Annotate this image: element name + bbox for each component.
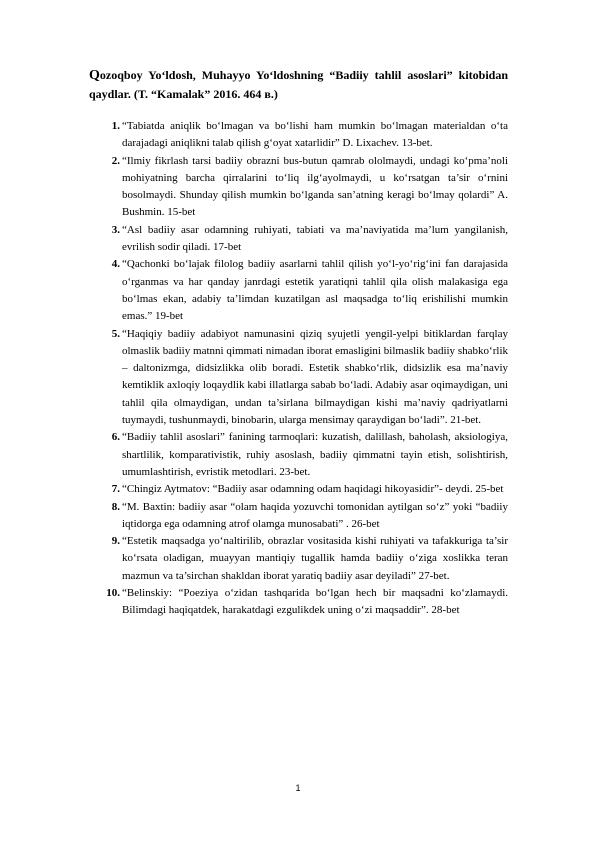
- list-item-text: “Chingiz Aytmatov: “Badiiy asar odamning odam haqidagi hikoyasidir”- deydi. 25-bet: [122, 483, 504, 496]
- list-item-text: “Badiiy tahlil asoslari” fanining tarmoqlari: kuzatish, dalillash, baholash, aksiologiya, shartlilik, komparativistik, ruhiy asoslash, badiiy qimmatni tayin etish, solishtirish, umumlashtirish, evristik metodlari. 23-bet.: [122, 431, 508, 478]
- heading-first-letter: Q: [89, 68, 100, 83]
- list-item-number: 2.: [111, 154, 120, 167]
- page-number: 1: [295, 783, 301, 793]
- list-item: [106, 585, 508, 620]
- list-item: [111, 153, 508, 222]
- list-item-text: “Ilmiy fikrlash tarsi badiiy obrazni bus-butun qamrab ololmaydi, undagi ko‘pma’noli mohiyatning barcha qirralarini to‘liq ilg‘ayolmaydi, u ko‘rsatgan ta’sir o‘rnini bosolmaydi. Shunday qilish mumkin bo‘lganda san’atning keragi bo‘lmay qolardi” A. Bushmin. 15-bet: [122, 154, 508, 219]
- list-item-number: 1.: [111, 120, 120, 132]
- list-item-number: 8.: [111, 500, 120, 513]
- list-item: [111, 533, 508, 585]
- list-item: [111, 499, 508, 534]
- list-item-text: “Tabiatda aniqlik bo‘lmagan va bo‘lishi ham mumkin bo‘lmagan materialdan o‘ta darajadagi aniqlikni talab qilish g‘oyat xatarlidir” D. Lixachev. 13-bet.: [122, 120, 508, 150]
- list-item-text: “M. Baxtin: badiiy asar “olam haqida yozuvchi tomonidan aytilgan so‘z” yoki “badiiy iqtidorga ega odamning atrof olamga munosabati” . 26-bet: [122, 500, 508, 530]
- list-item: [111, 429, 508, 481]
- list-item-number: 5.: [111, 327, 120, 340]
- quote-list: [106, 118, 508, 620]
- list-item-text: “Asl badiiy asar odamning ruhiyati, tabiati va ma’naviyatida ma’lum yangilanish, evrilish sodir qiladi. 17-bet: [122, 223, 508, 254]
- list-item-text: “Haqiqiy badiiy adabiyot namunasini qiziq syujetli yengil-yelpi bitiklardan farqlay olmaslik badiiy matnni qimmati nimadan iborat emasligini bilmaslik badiiy shabko‘rlik – daltonizmga, didsizlikka olib boradi. Estetik shabko‘rlik, didsizlik esa ma’naviy kemtiklik axloqiy loqaydlik kabi illatlarga sabab bo‘ladi. Adabiy asar oqimaydigan, uni tahlil qila olmaydigan, undan ta’sirlana bilmaydigan kishi ma’naviy qadriyatlarni tuymaydi, tushunmaydi, binobarin, ularga mensimay qaraydigan bo‘ladi”. 21-bet.: [122, 327, 508, 427]
- list-item-number: 3.: [111, 223, 120, 236]
- list-item-number: 9.: [111, 535, 120, 548]
- list-item: [111, 118, 508, 153]
- list-item: [111, 326, 508, 430]
- list-item-number: 4.: [111, 258, 120, 271]
- list-item: [111, 256, 508, 325]
- list-item: [111, 481, 508, 498]
- document-heading: [89, 66, 508, 104]
- heading-text: ozoqboy Yo‘ldosh, Muhayyo Yo‘ldoshning “Badiiy tahlil asoslari” kitobidan qaydlar. (T. “Kamalak” 2016. 464 в.): [89, 68, 508, 101]
- list-item-number: 10.: [106, 587, 120, 600]
- list-item-number: 7.: [111, 483, 120, 496]
- list-item-number: 6.: [111, 431, 120, 444]
- list-item: [111, 222, 508, 257]
- list-item-text: “Belinskiy: “Poeziya o‘zidan tashqarida bo‘lgan hech bir maqsadni ko‘zlamaydi. Bilimdagi haqiqatdek, harakatdagi ezgulikdek uning o‘zi maqsaddir”. 28-bet: [122, 587, 508, 617]
- list-item-text: “Qachonki bo‘lajak filolog badiiy asarlarni tahlil qilish yo‘l-yo‘rig‘ini fan darajasida o‘rganmas va har qanday janrdagi estetik yaratiqni tahlil qila olish malakasiga ega bo‘lmas ekan, adabiy ta’limdan kuzatilgan asl maqsadga to‘liq erishilishi mumkin emas.” 19-bet: [122, 258, 508, 323]
- list-item-text: “Estetik maqsadga yo‘naltirilib, obrazlar vositasida kishi ruhiyati va tafakkuriga ta’sir ko‘rsata oladigan, muayyan mantiqiy tugallik hamda badiiy o‘ziga xoslikka teran mazmun va ta’sirchan shakldan iborat yaratiq badiiy asar deyiladi” 27-bet.: [122, 535, 508, 582]
